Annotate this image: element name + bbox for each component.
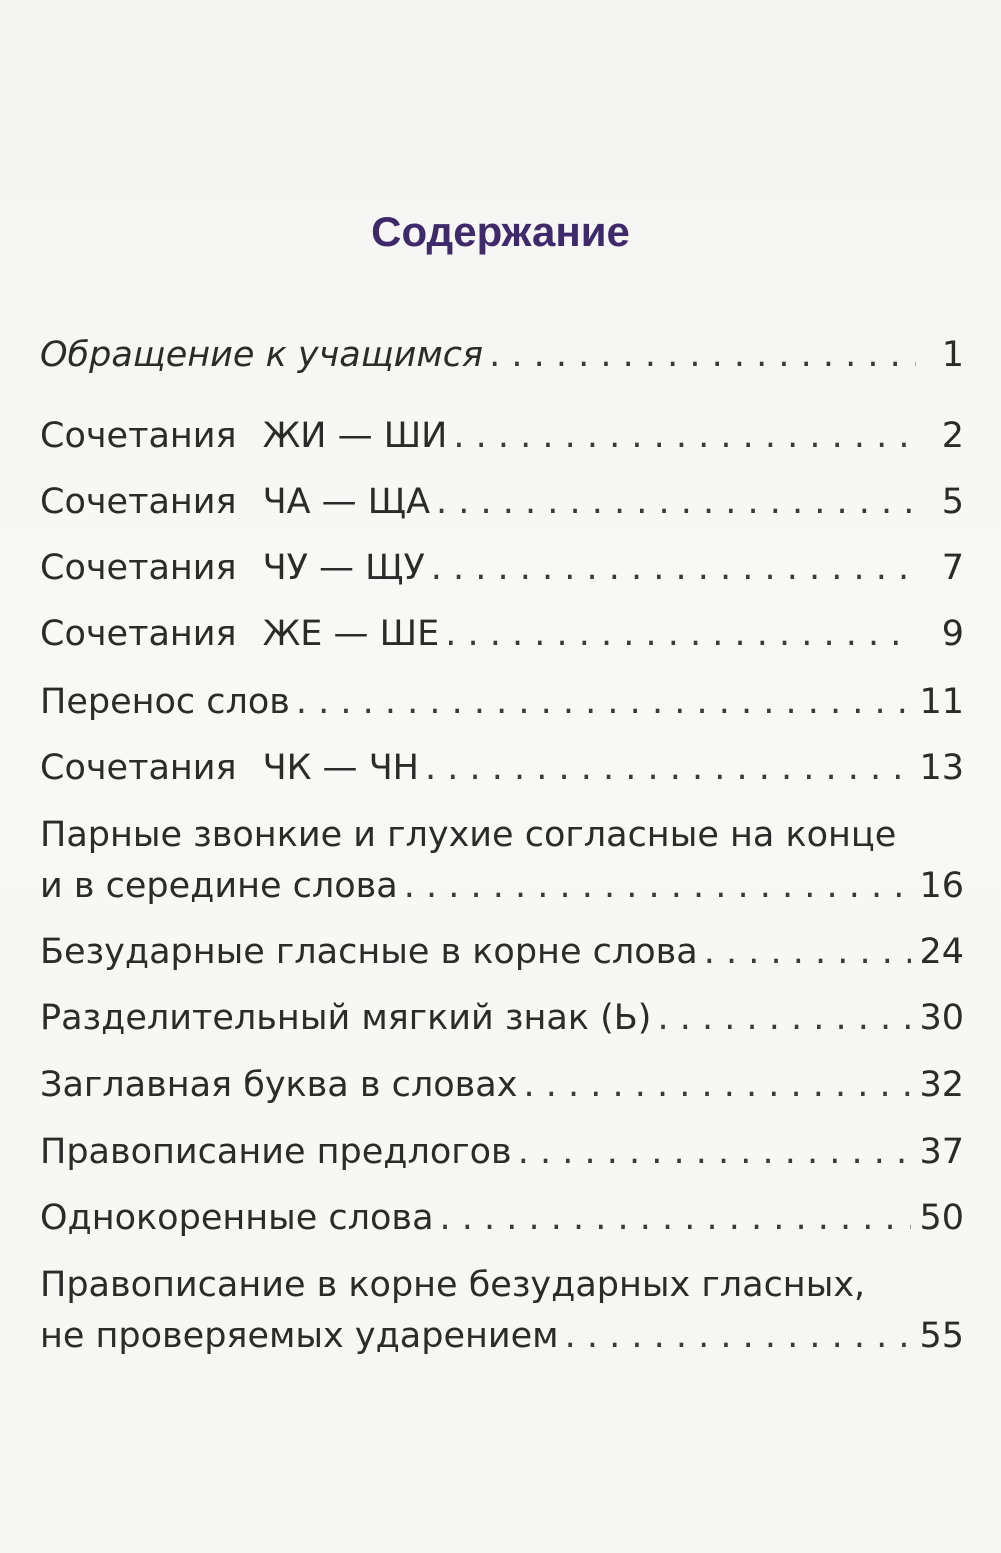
toc-page-number: 50 — [919, 1198, 964, 1238]
toc-entry-letters: ЧА — ЩА — [262, 482, 431, 522]
leader-dots — [431, 544, 916, 592]
toc-entry-9[interactable] — [40, 928, 964, 976]
leader-dots — [657, 994, 911, 1042]
leader-dots — [704, 928, 912, 976]
toc-entry-2[interactable] — [40, 412, 964, 460]
toc-entry-12[interactable] — [40, 1128, 964, 1176]
toc-page-number: 2 — [941, 416, 964, 456]
toc-entry-letters: ЧК — ЧН — [262, 748, 419, 788]
toc-entry-14[interactable] — [40, 1312, 964, 1360]
toc-entry-label: Сочетания — [40, 548, 237, 588]
toc-entry-1[interactable] — [40, 331, 964, 379]
toc-entry-letters: ЖИ — ШИ — [262, 416, 448, 456]
toc-entry-label: Сочетания — [40, 614, 237, 654]
leader-dots — [425, 744, 911, 792]
toc-entry-label: Обращение к учащимся — [40, 335, 484, 375]
toc-page-number: 24 — [919, 932, 964, 972]
toc-page-number: 5 — [941, 482, 964, 522]
toc-page-number: 30 — [919, 998, 964, 1038]
leader-dots — [404, 862, 912, 910]
toc-entry-label: Заглавная буква в словах — [40, 1065, 518, 1105]
toc-entry-label: Перенос слов — [40, 682, 290, 722]
leader-dots — [523, 1061, 911, 1109]
toc-page-number: 11 — [919, 682, 964, 722]
toc-entry-label: Правописание предлогов — [40, 1132, 512, 1172]
toc-entry-11[interactable] — [40, 1061, 964, 1109]
toc-entry-label: Однокоренные слова — [40, 1198, 434, 1238]
toc-entry-letters: ЧУ — ЩУ — [262, 548, 425, 588]
toc-page-number: 32 — [919, 1065, 964, 1105]
toc-entry-letters: ЖЕ — ШЕ — [262, 614, 440, 654]
leader-dots — [489, 331, 916, 379]
leader-dots — [565, 1312, 912, 1360]
page-title: Содержание — [371, 208, 630, 255]
toc-page-number: 9 — [941, 614, 964, 654]
toc-entry-13[interactable] — [40, 1194, 964, 1242]
toc-page-number: 7 — [941, 548, 964, 588]
toc-entry-label: Сочетания — [40, 416, 237, 456]
toc-entry-8[interactable] — [40, 862, 964, 910]
leader-dots — [296, 678, 912, 726]
toc-entry-6[interactable] — [40, 678, 964, 726]
toc-page-number: 37 — [919, 1132, 964, 1172]
toc-entry-8-line-1: Парные звонкие и глухие согласные на конце — [40, 815, 897, 855]
leader-dots — [445, 610, 916, 658]
toc-entry-label: Безударные гласные в корне слова — [40, 932, 698, 972]
toc-page-number: 55 — [919, 1316, 964, 1356]
toc-entry-3[interactable] — [40, 478, 964, 526]
toc-entry-5[interactable] — [40, 610, 964, 658]
toc-entry-label: и в середине слова — [40, 866, 398, 906]
toc-entry-label: не проверяемых ударением — [40, 1316, 559, 1356]
leader-dots — [440, 1194, 912, 1242]
leader-dots — [518, 1128, 912, 1176]
toc-page-number: 16 — [919, 866, 964, 906]
toc-entry-10[interactable] — [40, 994, 964, 1042]
toc-entry-label: Сочетания — [40, 482, 237, 522]
toc-entry-4[interactable] — [40, 544, 964, 592]
toc-page-number: 13 — [919, 748, 964, 788]
leader-dots — [436, 478, 916, 526]
toc-entry-7[interactable] — [40, 744, 964, 792]
toc-entry-label: Разделительный мягкий знак (Ь) — [40, 998, 652, 1038]
toc-entry-label: Сочетания — [40, 748, 237, 788]
leader-dots — [453, 412, 916, 460]
toc-page-number: 1 — [941, 335, 964, 375]
toc-entry-14-line-1: Правописание в корне безударных гласных, — [40, 1265, 866, 1305]
